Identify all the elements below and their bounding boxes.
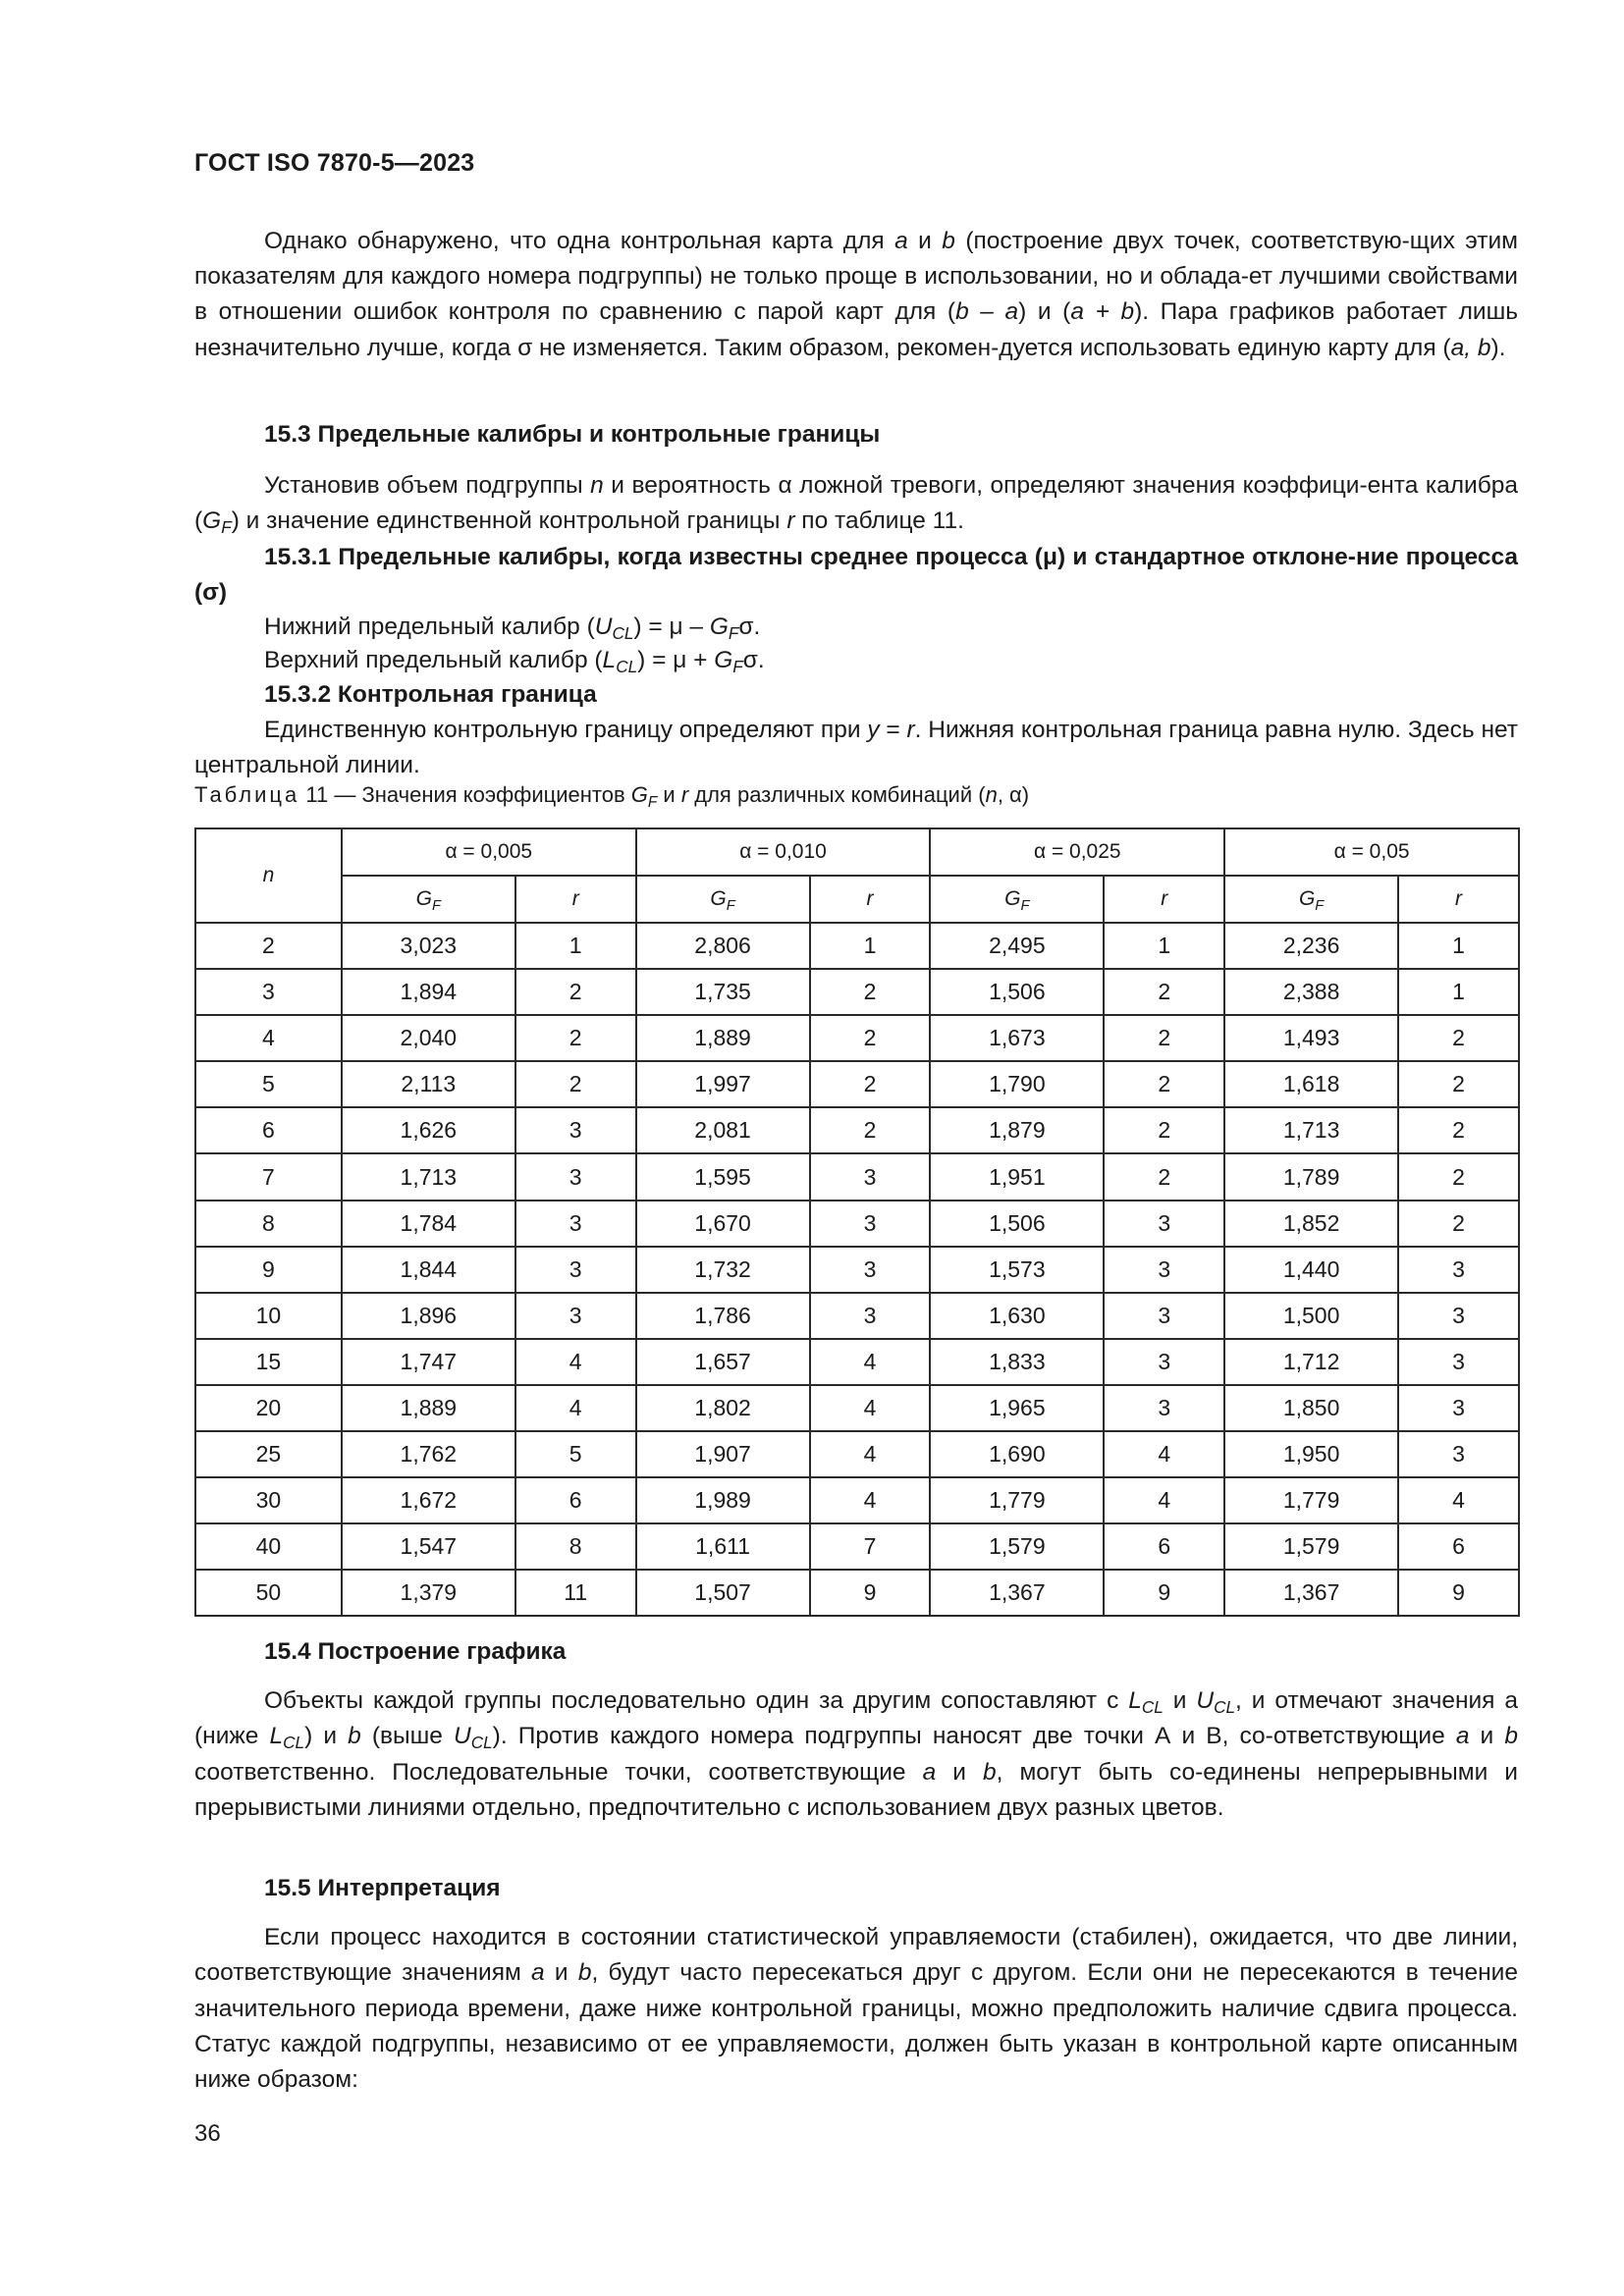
table-cell-gf: 1,889 — [342, 1385, 515, 1431]
table-cell-r: 4 — [810, 1477, 931, 1523]
table-cell-gf: 1,907 — [636, 1431, 810, 1477]
section-15-3-2-text: Единственную контрольную границу определяют при y = r. Нижняя контрольная граница равна нулю. Здесь нет центральной линии. — [194, 717, 1519, 779]
table-cell-gf: 1,779 — [930, 1477, 1104, 1523]
table-cell-r: 1 — [1398, 969, 1519, 1015]
table-cell-r: 1 — [1104, 923, 1224, 969]
table-cell-r: 11 — [515, 1570, 636, 1616]
table-cell-n: 8 — [195, 1201, 342, 1247]
table-cell-r: 3 — [1104, 1385, 1224, 1431]
table-cell-n: 3 — [195, 969, 342, 1015]
table-cell-r: 2 — [515, 969, 636, 1015]
table-cell-gf: 1,713 — [1224, 1107, 1398, 1153]
table-cell-r: 2 — [1104, 1015, 1224, 1061]
table-cell-gf: 1,789 — [1224, 1153, 1398, 1200]
table-cell-r: 3 — [1104, 1293, 1224, 1339]
table-cell-r: 3 — [1398, 1293, 1519, 1339]
table-cell-r: 8 — [515, 1523, 636, 1570]
table-cell-r: 6 — [1104, 1523, 1224, 1570]
table-cell-r: 1 — [810, 923, 931, 969]
table-11-caption: Таблица 11 — Значения коэффициентов $G_F$ и r для различных комбинаций (n, α) — [194, 782, 1030, 811]
table-cell-r: 3 — [515, 1107, 636, 1153]
table-cell-r: 2 — [1398, 1201, 1519, 1247]
table-cell-r: 2 — [1398, 1153, 1519, 1200]
table-cell-gf: 1,626 — [342, 1107, 515, 1153]
table-cell-n: 25 — [195, 1431, 342, 1477]
table-cell-r: 3 — [1104, 1339, 1224, 1385]
table-cell-gf: 1,997 — [636, 1061, 810, 1107]
table-cell-gf: 1,672 — [342, 1477, 515, 1523]
table-cell-r: 9 — [1104, 1570, 1224, 1616]
table-cell-r: 2 — [1398, 1107, 1519, 1153]
section-15-5 — [194, 1871, 1518, 2098]
section-15-3-text: Установив объем подгруппы n и вероятность α ложной тревоги, определяют значения коэффици-ента калибра $(G_F)$ и значение единственной контрольной границы r по таблице 11. — [194, 472, 1519, 538]
table-cell-gf: 1,507 — [636, 1570, 810, 1616]
table-cell-gf: 1,732 — [636, 1247, 810, 1293]
table-cell-gf: 1,896 — [342, 1293, 515, 1339]
table-cell-gf: 1,670 — [636, 1201, 810, 1247]
table-cell-r: 2 — [515, 1061, 636, 1107]
section-15-4-text: Объекты каждой группы последовательно один за другим сопоставляют с $L_{CL}$ и $U_{CL}$, и отмечают значения а (ниже $L_{CL}$) и b (выше $U_{CL}$). Против каждого номера подгруппы наносят две точки А и В, со-ответствующие a и b соответственно. Последовательные точки, соответствующие a и b, могут быть со-единены непрерывными и прерывистыми линиями отдельно, предпочтительно с использованием двух разных цветов. — [194, 1687, 1519, 1821]
table-cell-gf: 1,850 — [1224, 1385, 1398, 1431]
column-header-gf: $G_F$ — [636, 876, 810, 923]
section-15-4-title: 15.4 Построение графика — [264, 1638, 567, 1665]
table-row — [195, 923, 1519, 969]
table-cell-r: 5 — [515, 1431, 636, 1477]
table-cell-r: 3 — [810, 1201, 931, 1247]
section-15-3 — [194, 417, 1518, 784]
table-cell-gf: 1,786 — [636, 1293, 810, 1339]
table-cell-gf: 1,790 — [930, 1061, 1104, 1107]
table-cell-r: 4 — [810, 1339, 931, 1385]
table-row — [195, 1385, 1519, 1431]
table-11-body — [195, 923, 1519, 1616]
table-cell-n: 7 — [195, 1153, 342, 1200]
table-cell-r: 3 — [810, 1247, 931, 1293]
table-cell-gf: 1,367 — [930, 1570, 1104, 1616]
table-row — [195, 1201, 1519, 1247]
table-cell-r: 3 — [1398, 1247, 1519, 1293]
section-15-4 — [194, 1634, 1518, 1826]
group-header-alpha-0025: α = 0,025 — [930, 828, 1224, 876]
table-cell-gf: 2,806 — [636, 923, 810, 969]
table-cell-r: 3 — [1398, 1385, 1519, 1431]
table-cell-gf: 1,690 — [930, 1431, 1104, 1477]
table-row — [195, 1061, 1519, 1107]
table-cell-r: 3 — [1398, 1339, 1519, 1385]
column-header-r: r — [515, 876, 636, 923]
table-row — [195, 1523, 1519, 1570]
table-cell-n: 20 — [195, 1385, 342, 1431]
table-row — [195, 1015, 1519, 1061]
table-cell-gf: 1,965 — [930, 1385, 1104, 1431]
table-cell-r: 3 — [1398, 1431, 1519, 1477]
table-cell-gf: 1,673 — [930, 1015, 1104, 1061]
table-cell-gf: 2,081 — [636, 1107, 810, 1153]
table-cell-gf: 3,023 — [342, 923, 515, 969]
section-15-5-title: 15.5 Интерпретация — [264, 1875, 501, 1901]
table-cell-gf: 2,236 — [1224, 923, 1398, 969]
table-cell-gf: 1,367 — [1224, 1570, 1398, 1616]
table-11 — [194, 828, 1520, 1617]
table-cell-gf: 1,595 — [636, 1153, 810, 1200]
table-cell-gf: 1,951 — [930, 1153, 1104, 1200]
group-header-alpha-0010: α = 0,010 — [636, 828, 931, 876]
table-cell-r: 3 — [515, 1293, 636, 1339]
table-cell-r: 6 — [1398, 1523, 1519, 1570]
table-cell-gf: 1,879 — [930, 1107, 1104, 1153]
table-cell-r: 3 — [810, 1293, 931, 1339]
table-cell-r: 3 — [1104, 1247, 1224, 1293]
table-cell-gf: 1,657 — [636, 1339, 810, 1385]
table-cell-n: 15 — [195, 1339, 342, 1385]
table-cell-r: 2 — [515, 1015, 636, 1061]
section-15-3-1-title: 15.3.1 Предельные калибры, когда известны среднее процесса (μ) и стандартное отклоне-ние процесса (σ) — [194, 543, 1518, 606]
table-cell-n: 10 — [195, 1293, 342, 1339]
table-cell-r: 4 — [1104, 1477, 1224, 1523]
table-cell-r: 2 — [1104, 969, 1224, 1015]
table-cell-gf: 2,040 — [342, 1015, 515, 1061]
table-cell-r: 3 — [515, 1247, 636, 1293]
table-cell-gf: 1,573 — [930, 1247, 1104, 1293]
table-cell-r: 3 — [515, 1153, 636, 1200]
table-cell-r: 2 — [810, 1061, 931, 1107]
table-cell-gf: 1,618 — [1224, 1061, 1398, 1107]
table-cell-n: 4 — [195, 1015, 342, 1061]
column-header-n: n — [195, 828, 342, 923]
table-cell-gf: 1,762 — [342, 1431, 515, 1477]
table-row — [195, 1107, 1519, 1153]
table-cell-gf: 1,747 — [342, 1339, 515, 1385]
document-header: ГОСТ ISO 7870-5—2023 — [194, 149, 475, 177]
table-cell-gf: 1,852 — [1224, 1201, 1398, 1247]
table-row — [195, 1153, 1519, 1200]
section-15-5-text: Если процесс находится в состоянии статистической управляемости (стабилен), ожидается, что две линии, соответствующие значениям a и b, будут часто пересекаться друг с другом. Если они не пересекаются в течение значительного периода времени, даже ниже контрольной границы, можно предположить наличие сдвига процесса. Статус каждой подгруппы, независимо от ее управляемости, должен быть указан в контрольной карте описанным ниже образом: — [194, 1924, 1518, 2094]
table-cell-gf: 2,388 — [1224, 969, 1398, 1015]
group-header-alpha-005: α = 0,05 — [1224, 828, 1519, 876]
lower-limit-formula: Нижний предельный калибр $(U_{CL}) = \mu - G_F\sigma$. — [264, 614, 761, 644]
table-cell-n: 2 — [195, 923, 342, 969]
section-15-3-2-title: 15.3.2 Контрольная граница — [264, 681, 597, 709]
table-row — [195, 1570, 1519, 1616]
table-row — [195, 1431, 1519, 1477]
table-cell-gf: 1,506 — [930, 1201, 1104, 1247]
table-cell-r: 4 — [515, 1385, 636, 1431]
table-cell-gf: 1,802 — [636, 1385, 810, 1431]
table-row — [195, 1339, 1519, 1385]
table-cell-r: 2 — [1398, 1015, 1519, 1061]
table-cell-gf: 1,611 — [636, 1523, 810, 1570]
table-cell-n: 9 — [195, 1247, 342, 1293]
table-cell-gf: 1,844 — [342, 1247, 515, 1293]
table-row — [195, 1293, 1519, 1339]
section-15-3-title: 15.3 Предельные калибры и контрольные границы — [264, 421, 881, 448]
table-cell-r: 4 — [1104, 1431, 1224, 1477]
intro-paragraph-block — [194, 224, 1518, 366]
table-cell-gf: 1,989 — [636, 1477, 810, 1523]
table-cell-r: 9 — [810, 1570, 931, 1616]
column-header-r: r — [810, 876, 931, 923]
column-header-gf: $G_F$ — [342, 876, 515, 923]
table-cell-gf: 1,506 — [930, 969, 1104, 1015]
table-cell-gf: 1,630 — [930, 1293, 1104, 1339]
table-cell-r: 2 — [1104, 1107, 1224, 1153]
table-cell-n: 5 — [195, 1061, 342, 1107]
table-cell-gf: 1,950 — [1224, 1431, 1398, 1477]
intro-paragraph: Однако обнаружено, что одна контрольная карта для a и b (построение двух точек, соответствую-щих этим показателям для каждого номера подгруппы) не только проще в использовании, но и облада-ет лучшими свойствами в отношении ошибок контроля по сравнению с парой карт для (b – a) и (a + b). Пара графиков работает лишь незначительно лучше, когда σ не изменяется. Таким образом, рекомен-дуется использовать единую карту для (a, b). — [194, 228, 1518, 361]
table-cell-gf: 1,833 — [930, 1339, 1104, 1385]
table-cell-r: 3 — [515, 1201, 636, 1247]
table-cell-n: 6 — [195, 1107, 342, 1153]
table-cell-r: 4 — [810, 1385, 931, 1431]
table-cell-gf: 1,713 — [342, 1153, 515, 1200]
table-row — [195, 1477, 1519, 1523]
table-cell-gf: 1,712 — [1224, 1339, 1398, 1385]
table-cell-gf: 1,735 — [636, 969, 810, 1015]
table-cell-n: 30 — [195, 1477, 342, 1523]
column-header-gf: $G_F$ — [1224, 876, 1398, 923]
table-cell-gf: 1,379 — [342, 1570, 515, 1616]
table-cell-r: 4 — [515, 1339, 636, 1385]
table-cell-gf: 1,547 — [342, 1523, 515, 1570]
table-cell-gf: 1,579 — [930, 1523, 1104, 1570]
table-cell-gf: 1,779 — [1224, 1477, 1398, 1523]
table-cell-r: 2 — [1398, 1061, 1519, 1107]
group-header-alpha-0005: α = 0,005 — [342, 828, 636, 876]
column-header-gf: $G_F$ — [930, 876, 1104, 923]
table-cell-r: 7 — [810, 1523, 931, 1570]
table-cell-r: 3 — [810, 1153, 931, 1200]
page-number: 36 — [194, 2120, 221, 2147]
table-cell-n: 40 — [195, 1523, 342, 1570]
table-cell-gf: 1,493 — [1224, 1015, 1398, 1061]
table-cell-r: 2 — [1104, 1153, 1224, 1200]
table-cell-r: 2 — [810, 1107, 931, 1153]
table-cell-r: 1 — [515, 923, 636, 969]
table-cell-gf: 1,579 — [1224, 1523, 1398, 1570]
upper-limit-formula: Верхний предельный калибр $(L_{CL}) = \mu + G_F\sigma$. — [264, 647, 765, 677]
table-cell-r: 2 — [810, 969, 931, 1015]
table-cell-r: 3 — [1104, 1201, 1224, 1247]
table-cell-gf: 1,500 — [1224, 1293, 1398, 1339]
table-cell-r: 1 — [1398, 923, 1519, 969]
table-cell-r: 4 — [810, 1431, 931, 1477]
table-cell-r: 2 — [810, 1015, 931, 1061]
table-cell-r: 9 — [1398, 1570, 1519, 1616]
column-header-r: r — [1104, 876, 1224, 923]
table-row — [195, 1247, 1519, 1293]
table-cell-gf: 1,894 — [342, 969, 515, 1015]
table-row — [195, 969, 1519, 1015]
table-cell-n: 50 — [195, 1570, 342, 1616]
table-cell-gf: 1,784 — [342, 1201, 515, 1247]
table-cell-gf: 2,113 — [342, 1061, 515, 1107]
table-cell-r: 4 — [1398, 1477, 1519, 1523]
table-cell-gf: 2,495 — [930, 923, 1104, 969]
table-cell-gf: 1,889 — [636, 1015, 810, 1061]
table-cell-gf: 1,440 — [1224, 1247, 1398, 1293]
column-header-r: r — [1398, 876, 1519, 923]
table-cell-r: 2 — [1104, 1061, 1224, 1107]
table-cell-r: 6 — [515, 1477, 636, 1523]
